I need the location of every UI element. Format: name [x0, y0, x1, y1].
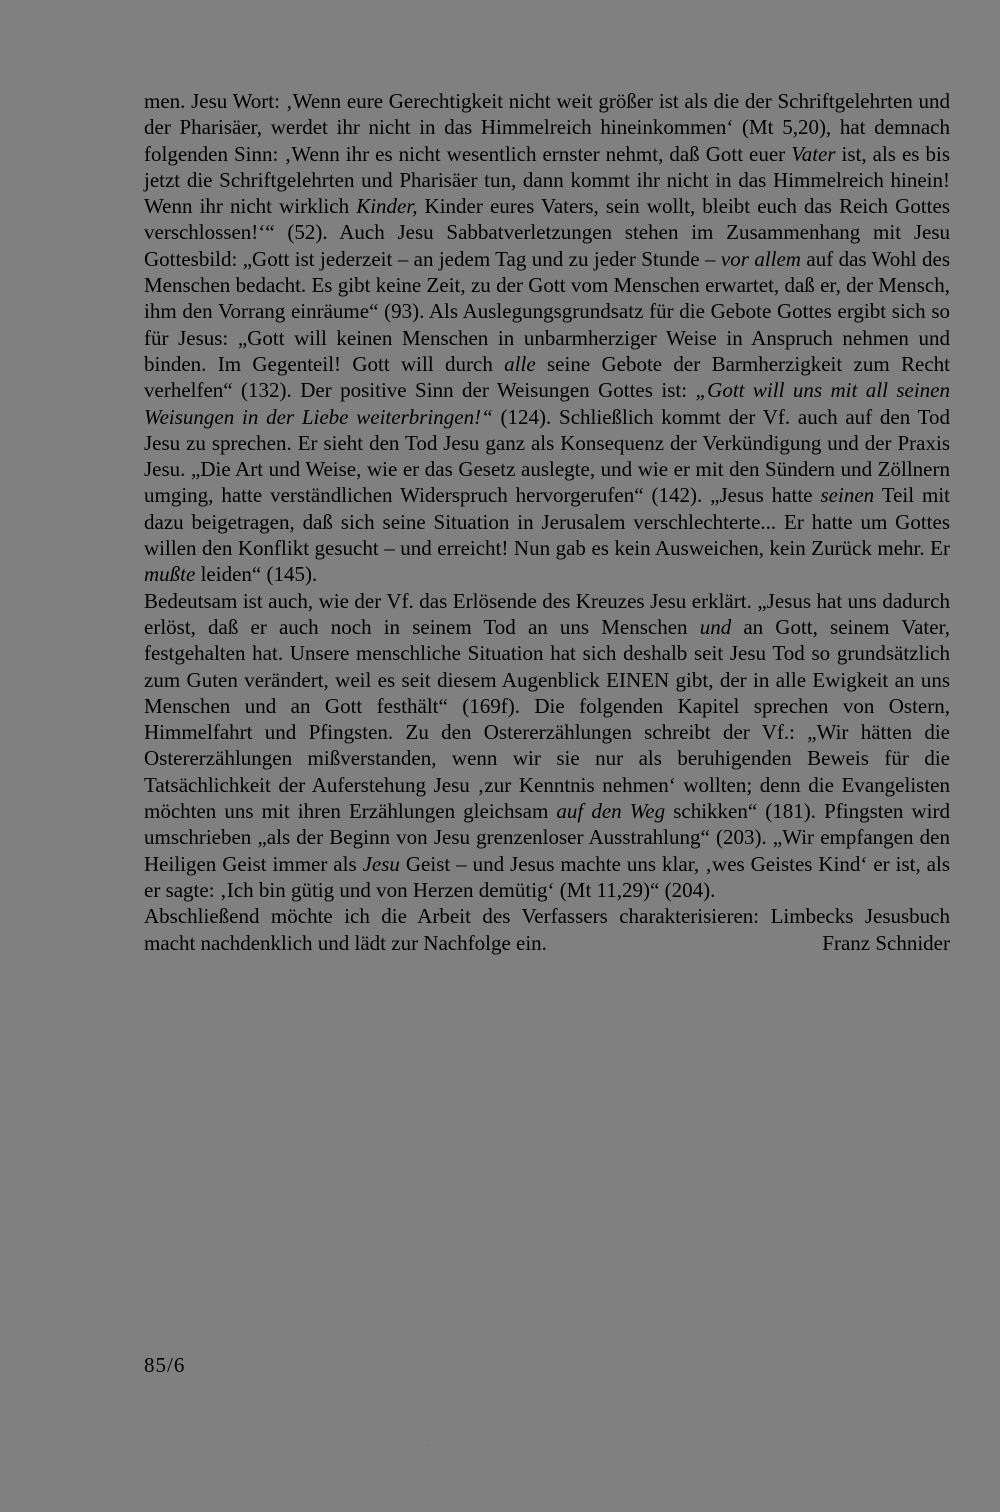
text-run: an Gott, seinem Vater, festgehalten hat. Unsere menschliche Situation hat sich deshalb seit Jesu Tod so grundsätzlich zum Guten verändert, weil es seit diesem Augenblick EINEN gibt, der in alle Ewigkeit an uns Menschen und an Gott festhält“ (169f). Die folgenden Kapitel sprechen von Ostern, Himmelfahrt und Pfingsten. Zu den Ostererzählungen schreibt der Vf.: „Wir hätten die Ostererzählungen mißverstanden, wenn wir sie nur als beruhigenden Beweis für die Tatsächlichkeit der Auferstehung Jesu ‚zur Kenntnis nehmen‘ wollten; denn die Evangelisten möchten uns mit ihren Erzählungen gleichsam — [144, 614, 950, 824]
text-run: Geist – und Jesus machte uns klar, ‚wes Geistes Kind‘ er ist, als er sagte: ‚Ich bin gütig und von Herzen demütig‘ (Mt 11,29)“ (204). — [144, 851, 950, 902]
closing-text: Abschließend möchte ich die Arbeit des Verfassers charakterisieren: Limbecks Jesusbuch macht nachdenklich und lädt zur Nachfolge ein. — [144, 904, 950, 955]
page-number: 85/6 — [144, 1353, 186, 1377]
text-run: leiden“ (145). — [195, 562, 318, 587]
italic-text: alle — [504, 351, 536, 376]
text-run: schikken“ (181). Pfingsten wird umschrieben „als der Beginn von Jesu grenzenloser Ausstrahlung“ (203). „Wir empfangen den Heiligen Geist immer als — [144, 799, 950, 876]
scan-speck — [427, 1445, 428, 1446]
italic-text: „Gott will uns mit all seinen Weisungen in der Liebe weiterbringen!“ — [144, 378, 950, 429]
italic-text: mußte — [144, 562, 196, 587]
paragraph-2 — [144, 588, 950, 904]
italic-text: Jesu — [362, 851, 400, 876]
italic-text: und — [699, 614, 732, 639]
text-run: ist, als es bis jetzt die Schriftgelehrten und Pharisäer tun, dann kommt ihr nicht in das Himmelreich hinein! Wenn ihr nicht wirklich — [144, 141, 950, 219]
italic-text: auf den Weg — [556, 799, 666, 824]
italic-text: vor allem — [720, 246, 801, 271]
text-run: seine Gebote der Barmherzigkeit zum Recht verhelfen“ (132). Der positive Sinn der Weisungen Gottes ist: — [144, 351, 950, 403]
body-text — [144, 88, 950, 956]
text-run: Kinder eures Vaters, sein wollt, bleibt euch das Reich Gottes verschlossen!‘“ (52). Auch Jesu Sabbatverletzungen stehen im Zusammenhang mit Jesu Gottesbild: „Gott ist jederzeit – an jedem Tag und zu jeder Stunde – — [144, 194, 950, 271]
text-run: auf das Wohl des Menschen bedacht. Es gibt keine Zeit, zu der Gott vom Menschen erwartet, daß er, der Mensch, ihm den Vorrang einräume“ (93). Als Auslegungsgrundsatz für die Gebote Gottes ergibt sich so für Jesus: „Gott will keinen Menschen in unbarmherziger Weise in Anspruch nehmen und binden. Im Gegenteil! Gott will durch — [144, 246, 950, 376]
author-signature: Franz Schnider — [822, 930, 950, 955]
text-run: Bedeutsam ist auch, wie der Vf. das Erlösende des Kreuzes Jesu erklärt. „Jesus hat uns dadurch erlöst, daß er auch noch in seinem Tod an uns Menschen — [144, 588, 950, 639]
italic-text: seinen — [820, 483, 875, 508]
closing-paragraph — [144, 903, 950, 956]
italic-text: Vater — [791, 141, 836, 166]
text-run: (124). Schließlich kommt der Vf. auch auf den Tod Jesu zu sprechen. Er sieht den Tod Jesu ganz als Konsequenz der Verkündigung und der Praxis Jesu. „Die Art und Weise, wie er das Gesetz auslegte, und wie er mit den Sündern und Zöllnern umging, hatte verständlichen Widerspruch hervorgerufen“ (142). „Jesus hatte — [144, 404, 950, 508]
paragraph-1 — [144, 88, 950, 588]
text-run: Teil mit dazu beigetragen, daß sich seine Situation in Jerusalem verschlechterte... Er hatte um Gottes willen den Konflikt gesucht – und erreicht! Nun gab es kein Ausweichen, kein Zurück mehr. Er — [144, 483, 951, 561]
italic-text: Kinder, — [356, 194, 418, 219]
text-run: men. Jesu Wort: ‚Wenn eure Gerechtigkeit nicht weit größer ist als die der Schriftgelehrten und der Pharisäer, werdet ihr nicht in das Himmelreich hineinkommen‘ (Mt 5,20), hat demnach folgenden Sinn: ‚Wenn ihr es nicht wesentlich ernster nehmt, daß Gott euer — [144, 89, 950, 166]
